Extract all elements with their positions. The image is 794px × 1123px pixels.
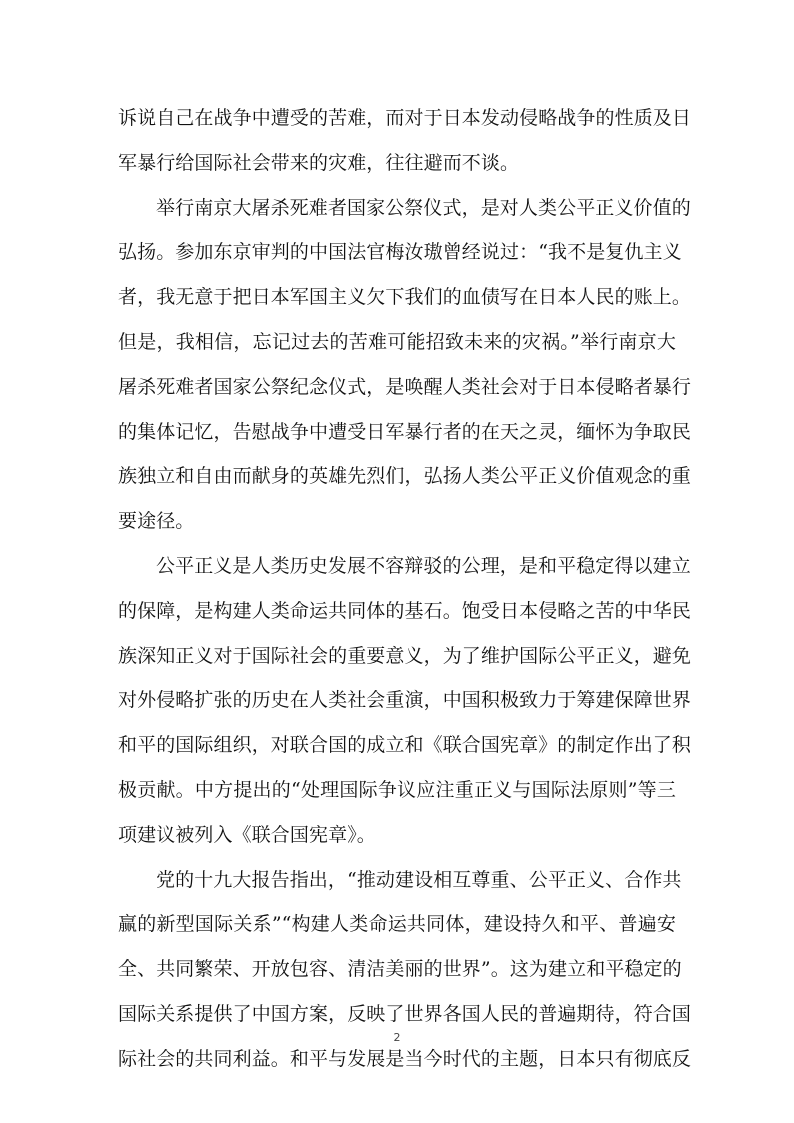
text-line: 对外侵略扩张的历史在人类社会重演，中国积极致力于筹建保障世界	[118, 689, 692, 712]
text-line: 项建议被列入《联合国宪章》。	[118, 823, 376, 846]
document-body	[118, 96, 692, 1082]
text-line: 诉说自己在战争中遭受的苦难，而对于日本发动侵略战争的性质及日	[118, 107, 692, 129]
text-line: 屠杀死难者国家公祭纪念仪式，是唤醒人类社会对于日本侵略者暴行	[118, 375, 692, 398]
text-line: 族独立和自由而献身的英雄先烈们，弘扬人类公平正义价值观念的重	[118, 465, 692, 488]
text-line: 公平正义是人类历史发展不容辩驳的公理，是和平稳定得以建立	[156, 554, 691, 577]
text-line: 举行南京大屠杀死难者国家公祭仪式，是对人类公平正义价值的	[156, 196, 691, 219]
text-line: 族深知正义对于国际社会的重要意义，为了维护国际公平正义，避免	[118, 644, 692, 667]
text-line: 际社会的共同利益。和平与发展是当今时代的主题，日本只有彻底反	[118, 1047, 692, 1070]
text-line: 要途径。	[118, 510, 195, 533]
text-line: 和平的国际组织，对联合国的成立和《联合国宪章》的制定作出了积	[118, 734, 692, 757]
text-line: 但是，我相信，忘记过去的苦难可能招致未来的灾祸。”举行南京大	[118, 330, 676, 353]
text-line: 军暴行给国际社会带来的灾难，往往避而不谈。	[118, 151, 520, 174]
text-line: 者，我无意于把日本军国主义欠下我们的血债写在日本人民的账上。	[118, 286, 692, 309]
text-line: 赢的新型国际关系”“构建人类命运共同体，建设持久和平、普遍安	[118, 913, 676, 936]
text-line: 极贡献。中方提出的“处理国际争议应注重正义与国际法原则”等三	[118, 778, 676, 801]
text-line: 弘扬。参加东京审判的中国法官梅汝璈曾经说过：“我不是复仇主义	[118, 241, 682, 264]
text-line: 党的十九大报告指出，“推动建设相互尊重、公平正义、合作共	[156, 868, 682, 891]
text-line: 的集体记忆，告慰战争中遭受日军暴行者的在天之灵，缅怀为争取民	[118, 420, 692, 443]
paragraph-2	[118, 186, 692, 544]
text-line: 的保障，是构建人类命运共同体的基石。饱受日本侵略之苦的中华民	[118, 599, 692, 622]
paragraph-3	[118, 544, 692, 858]
page-number: 2	[393, 1031, 401, 1044]
paragraph-1	[118, 96, 692, 186]
paragraph-4	[118, 858, 692, 1082]
text-line: 全、共同繁荣、开放包容、清洁美丽的世界”。这为建立和平稳定的	[118, 958, 682, 981]
text-line: 国际关系提供了中国方案，反映了世界各国人民的普遍期待，符合国	[118, 1002, 692, 1025]
